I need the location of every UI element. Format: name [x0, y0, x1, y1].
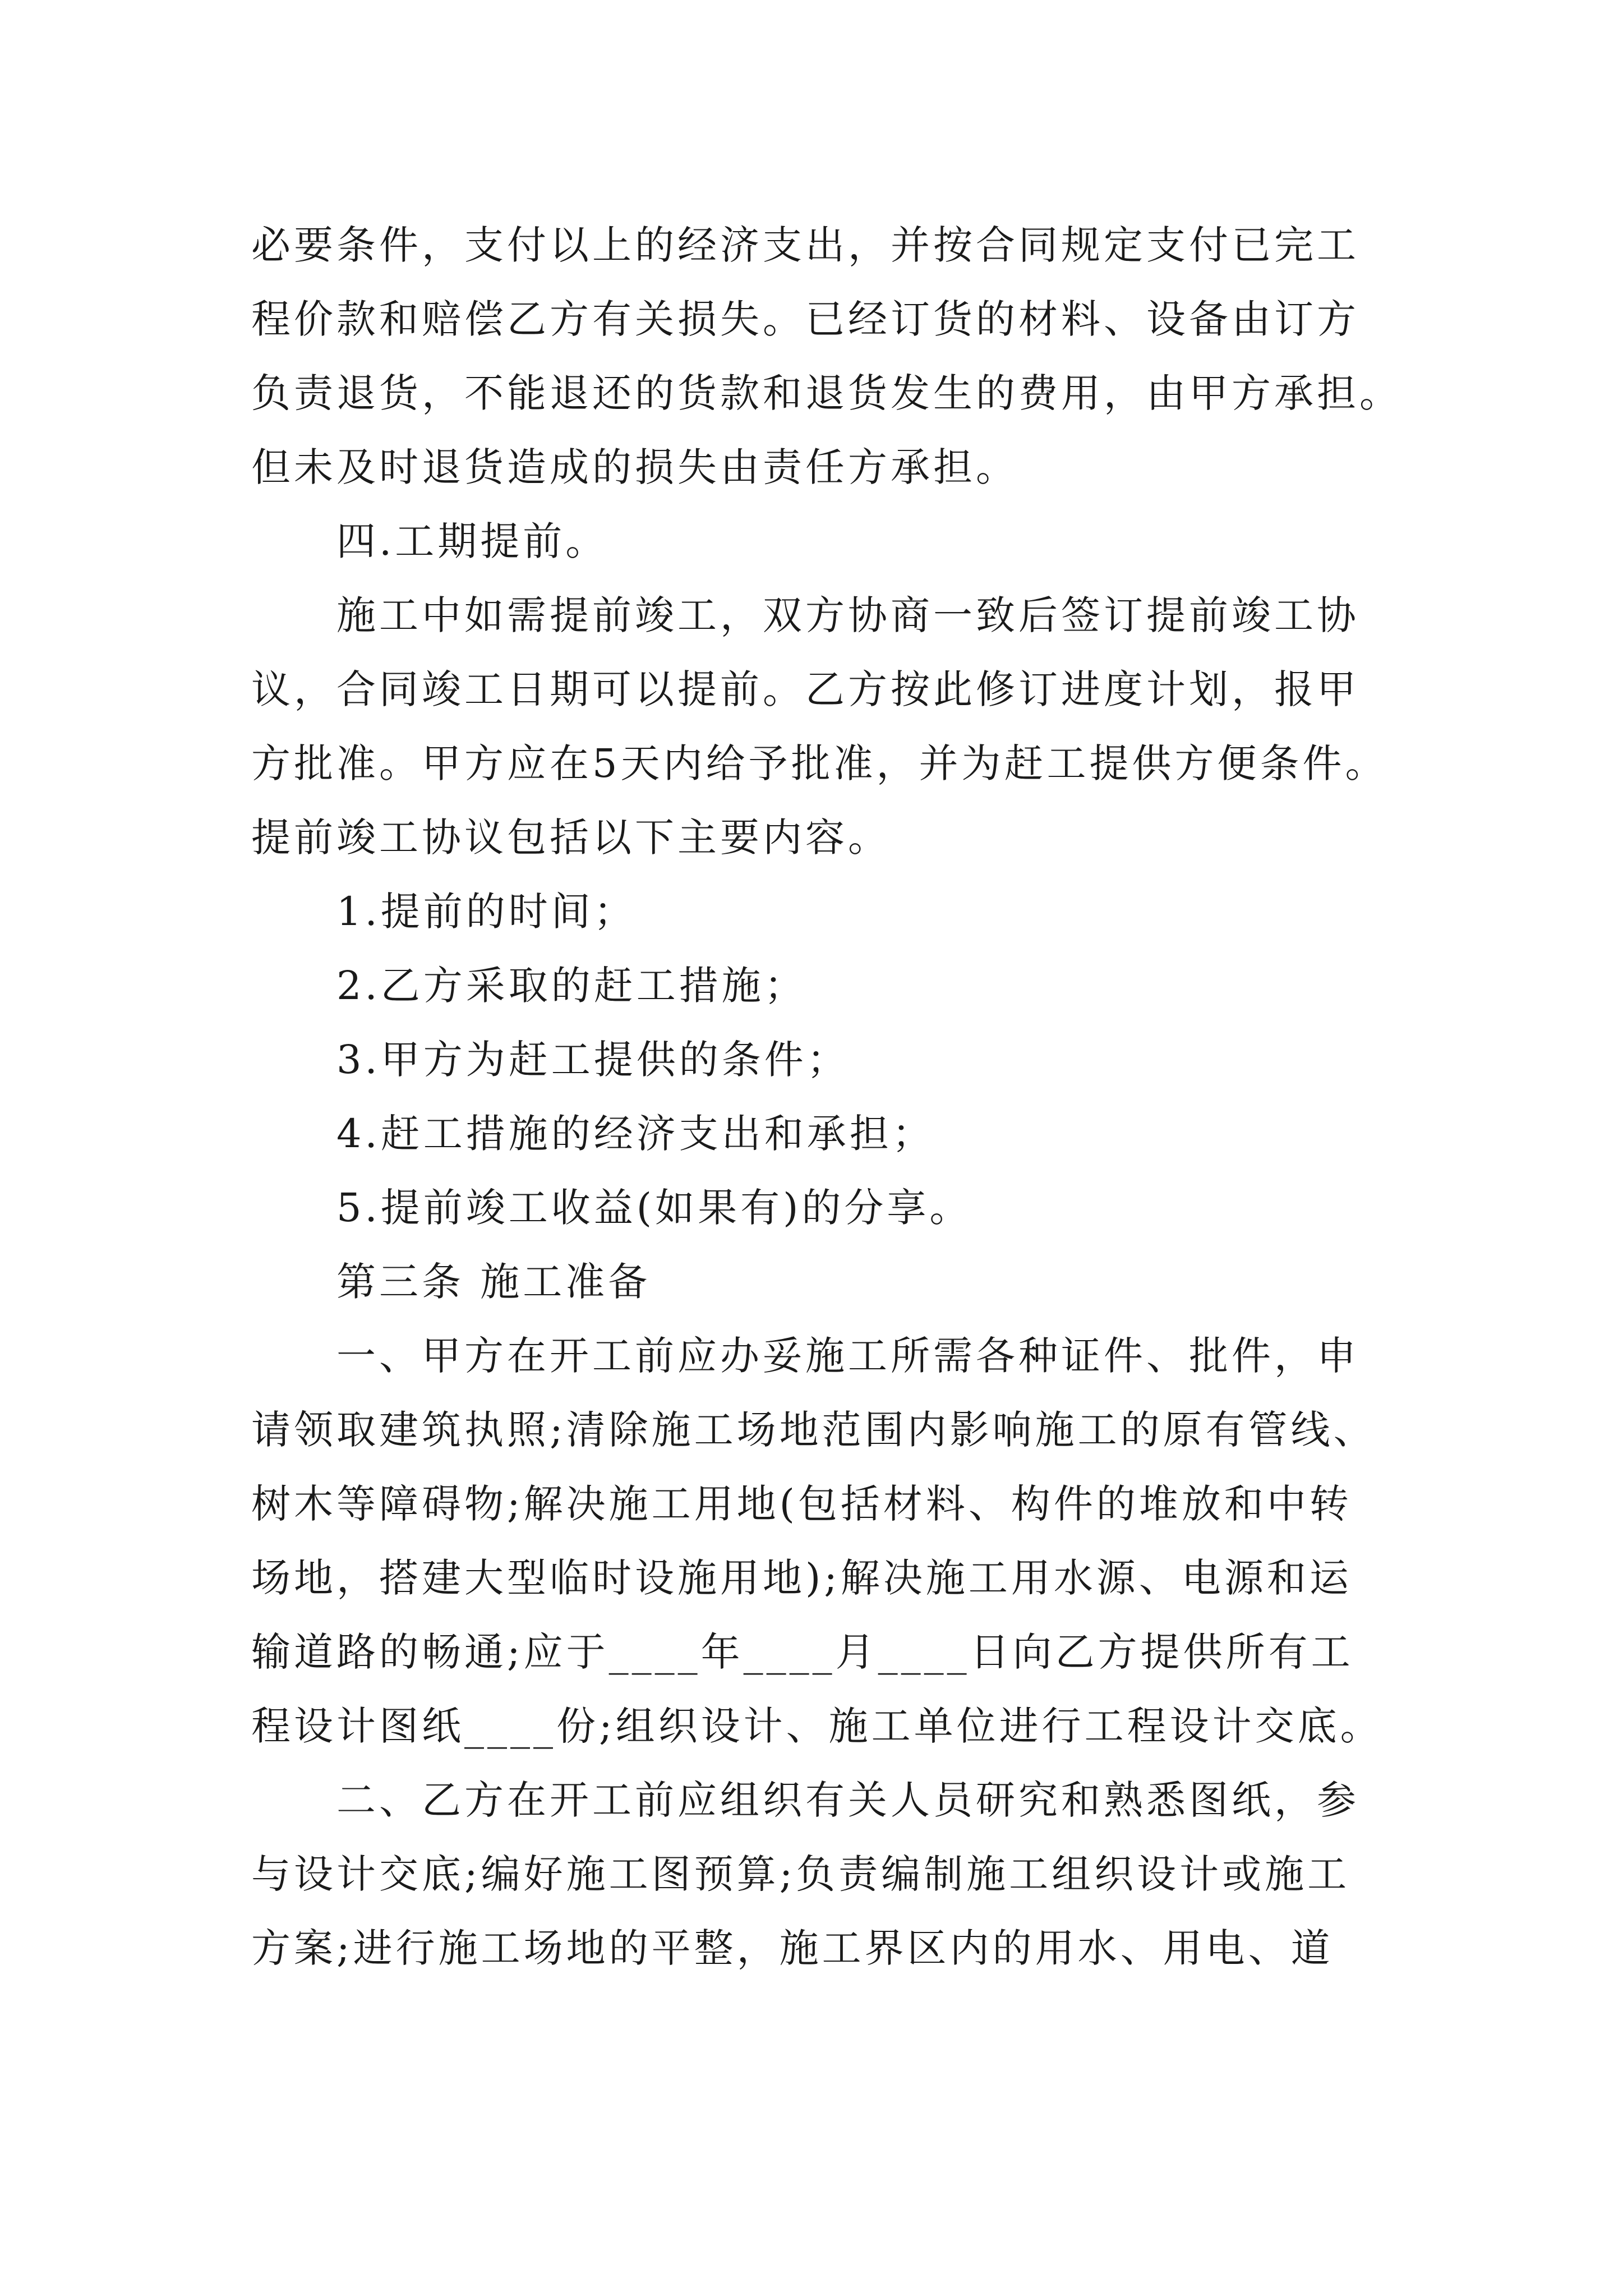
list-item: 4.赶工措施的经济支出和承担；	[336, 1111, 935, 1157]
paragraph-line: 输道路的畅通;应于____年____月____日向乙方提供所有工	[251, 1629, 1354, 1675]
paragraph-line: 一、甲方在开工前应办妥施工所需各种证件、批件，申	[336, 1333, 1359, 1379]
paragraph-line: 方批准。甲方应在5天内给予批准，并为赶工提供方便条件。	[251, 740, 1388, 786]
paragraph-line: 方案;进行施工场地的平整，施工界区内的用水、用电、道	[251, 1925, 1334, 1971]
paragraph-line: 请领取建筑执照;清除施工场地范围内影响施工的原有管线、	[251, 1407, 1376, 1453]
paragraph-line: 程价款和赔偿乙方有关损失。已经订货的材料、设备由订方	[251, 296, 1359, 342]
paragraph-line: 二、乙方在开工前应组织有关人员研究和熟悉图纸，参	[336, 1777, 1359, 1823]
list-item: 5.提前竣工收益(如果有)的分享。	[336, 1185, 972, 1231]
paragraph-line: 但未及时退货造成的损失由责任方承担。	[251, 444, 1018, 490]
paragraph-line: 树木等障碍物;解决施工用地(包括材料、构件的堆放和中转	[251, 1481, 1352, 1527]
section-heading: 四.工期提前。	[336, 518, 608, 564]
list-item: 3.甲方为赶工提供的条件；	[336, 1037, 850, 1083]
paragraph-line: 程设计图纸____份;组织设计、施工单位进行工程设计交底。	[251, 1703, 1383, 1749]
list-item: 2.乙方采取的赶工措施；	[336, 963, 807, 1009]
paragraph-line: 必要条件，支付以上的经济支出，并按合同规定支付已完工	[251, 222, 1359, 268]
paragraph-line: 与设计交底;编好施工图预算;负责编制施工组织设计或施工	[251, 1851, 1350, 1897]
paragraph-line: 负责退货，不能退还的货款和退货发生的费用，由甲方承担。	[251, 370, 1402, 416]
list-item: 1.提前的时间；	[336, 889, 637, 935]
paragraph-line: 议，合同竣工日期可以提前。乙方按此修订进度计划，报甲	[251, 666, 1359, 712]
paragraph-line: 场地，搭建大型临时设施用地);解决施工用水源、电源和运	[251, 1555, 1352, 1601]
paragraph-line: 施工中如需提前竣工，双方协商一致后签订提前竣工协	[336, 592, 1359, 638]
section-heading: 第三条 施工准备	[336, 1259, 651, 1305]
paragraph-line: 提前竣工协议包括以下主要内容。	[251, 815, 891, 861]
